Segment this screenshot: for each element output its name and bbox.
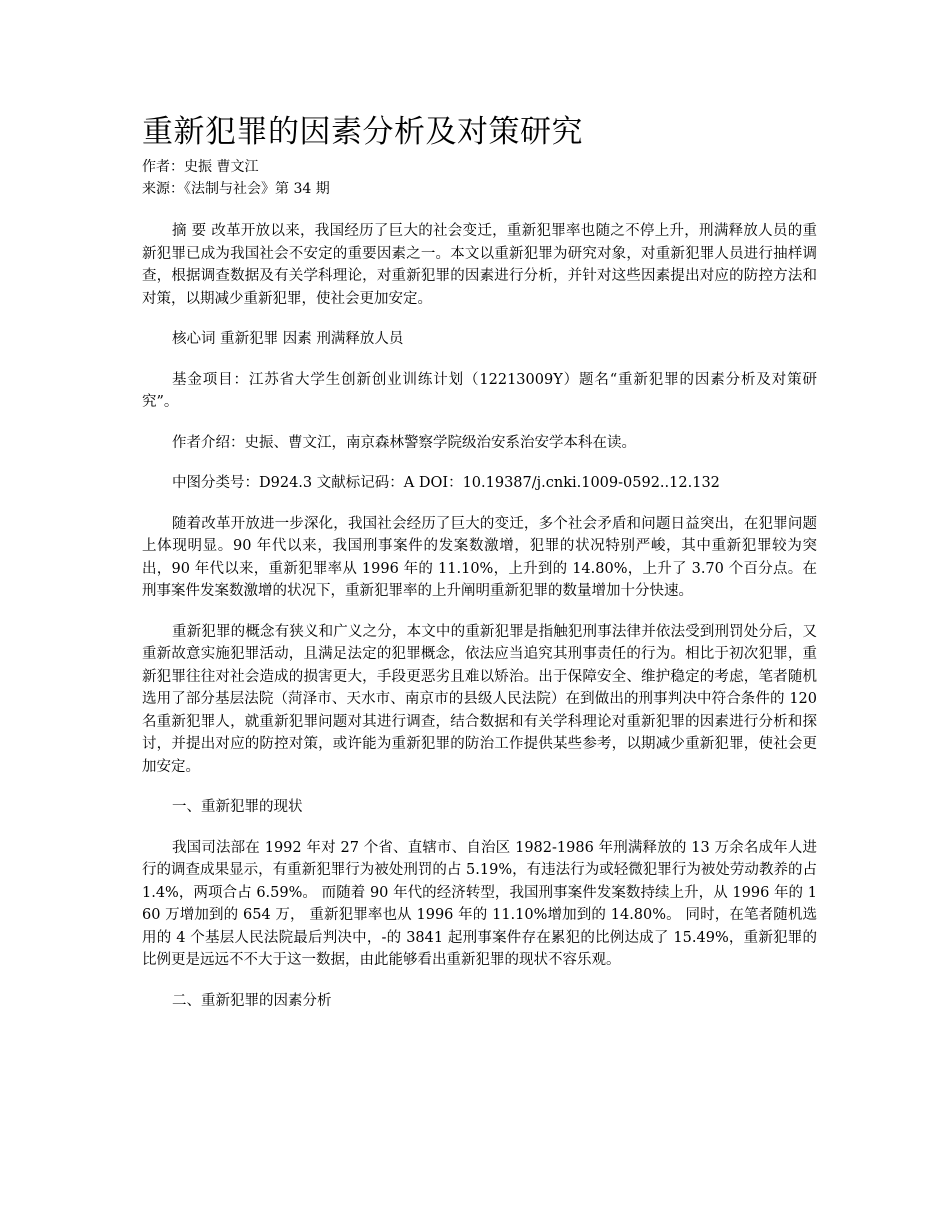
classification-paragraph: 中图分类号：D924.3 文献标记码：A DOI：10.19387/j.cnki.1009-0592..12.132 <box>172 475 720 491</box>
section-heading-1: 一、重新犯罪的现状 <box>172 799 303 815</box>
article-title: 重新犯罪的因素分析及对策研究 <box>142 114 583 150</box>
body-paragraph-3: 我国司法部在 1992 年对 27 个省、直辖市、自治区 1982-1986 年刑满释放的 13 万余名成年人进行的调查成果显示，有重新犯罪行为被处刑罚的占 5.19%，有违法行为或轻微犯罪行为被处劳动教养的占 1.4%，两项合占 6.59%。 而随着 90 年代的经济转型，我国刑事案件发案数持续上升，从 1996 年的 160 万增加到的 654 万， 重新犯罪率也从 1996 年的 11.10%增加到的 14.80%。 同时，在笔者随机选用的 4 个基层人民法院最后判决中，-的 3841 起刑事案件存在累犯的比例达成了 15.49%，重新犯罪的比例更是远远不不大于这一数据，由此能够看出重新犯罪的现状不容乐观。 <box>142 839 817 968</box>
document-page <box>142 112 817 1030</box>
body-paragraph-2: 重新犯罪的概念有狭义和广义之分，本文中的重新犯罪是指触犯刑事法律并依法受到刑罚处分后，又重新故意实施犯罪活动，且满足法定的犯罪概念，依法应当追究其刑事责任的行为。相比于初次犯罪，重新犯罪往往对社会造成的损害更大，手段更恶劣且难以矫治。出于保障安全、维护稳定的考虑，笔者随机选用了部分基层法院（菏泽市、天水市、南京市的县级人民法院）在到做出的刑事判决中符合条件的 120 名重新犯罪人，就重新犯罪问题对其进行调查，结合数据和有关学科理论对重新犯罪的因素进行分析和探讨，并提出对应的防控对策，或许能为重新犯罪的防治工作提供某些参考，以期减少重新犯罪，使社会更加安定。 <box>142 623 817 775</box>
fund-paragraph: 基金项目：江苏省大学生创新创业训练计划（12213009Y）题名“重新犯罪的因素分析及对策研究”。 <box>142 371 817 410</box>
section-heading-2: 二、重新犯罪的因素分析 <box>172 992 332 1009</box>
body-paragraph-1: 随着改革开放进一步深化，我国社会经历了巨大的变迁，多个社会矛盾和问题日益突出，在犯罪问题上体现明显。90 年代以来，我国刑事案件的发案数激增，犯罪的状况特别严峻，其中重新犯罪较为突出，90 年代以来，重新犯罪率从 1996 年的 11.10%，上升到的 14.80%，上升了 3.70 个百分点。在刑事案件发案数激增的状况下，重新犯罪率的上升阐明重新犯罪的数量增加十分快速。 <box>142 515 817 599</box>
keywords-paragraph: 核心词 重新犯罪 因素 刑满释放人员 <box>172 331 404 347</box>
article-source: 来源：《法制与社会》第 34 期 <box>142 181 330 197</box>
author-intro-paragraph: 作者介绍：史振、曹文江，南京森林警察学院级治安系治安学本科在读。 <box>172 434 636 451</box>
article-authors: 作者：史振 曹文江 <box>142 159 259 175</box>
abstract-paragraph: 摘 要 改革开放以来，我国经历了巨大的社会变迁，重新犯罪率也随之不停上升，刑满释放人员的重新犯罪已成为我国社会不安定的重要因素之一。本文以重新犯罪为研究对象，对重新犯罪人员进行抽样调查，根据调查数据及有关学科理论，对重新犯罪的因素进行分析，并针对这些因素提出对应的防控方法和对策，以期减少重新犯罪，使社会更加安定。 <box>142 223 817 307</box>
